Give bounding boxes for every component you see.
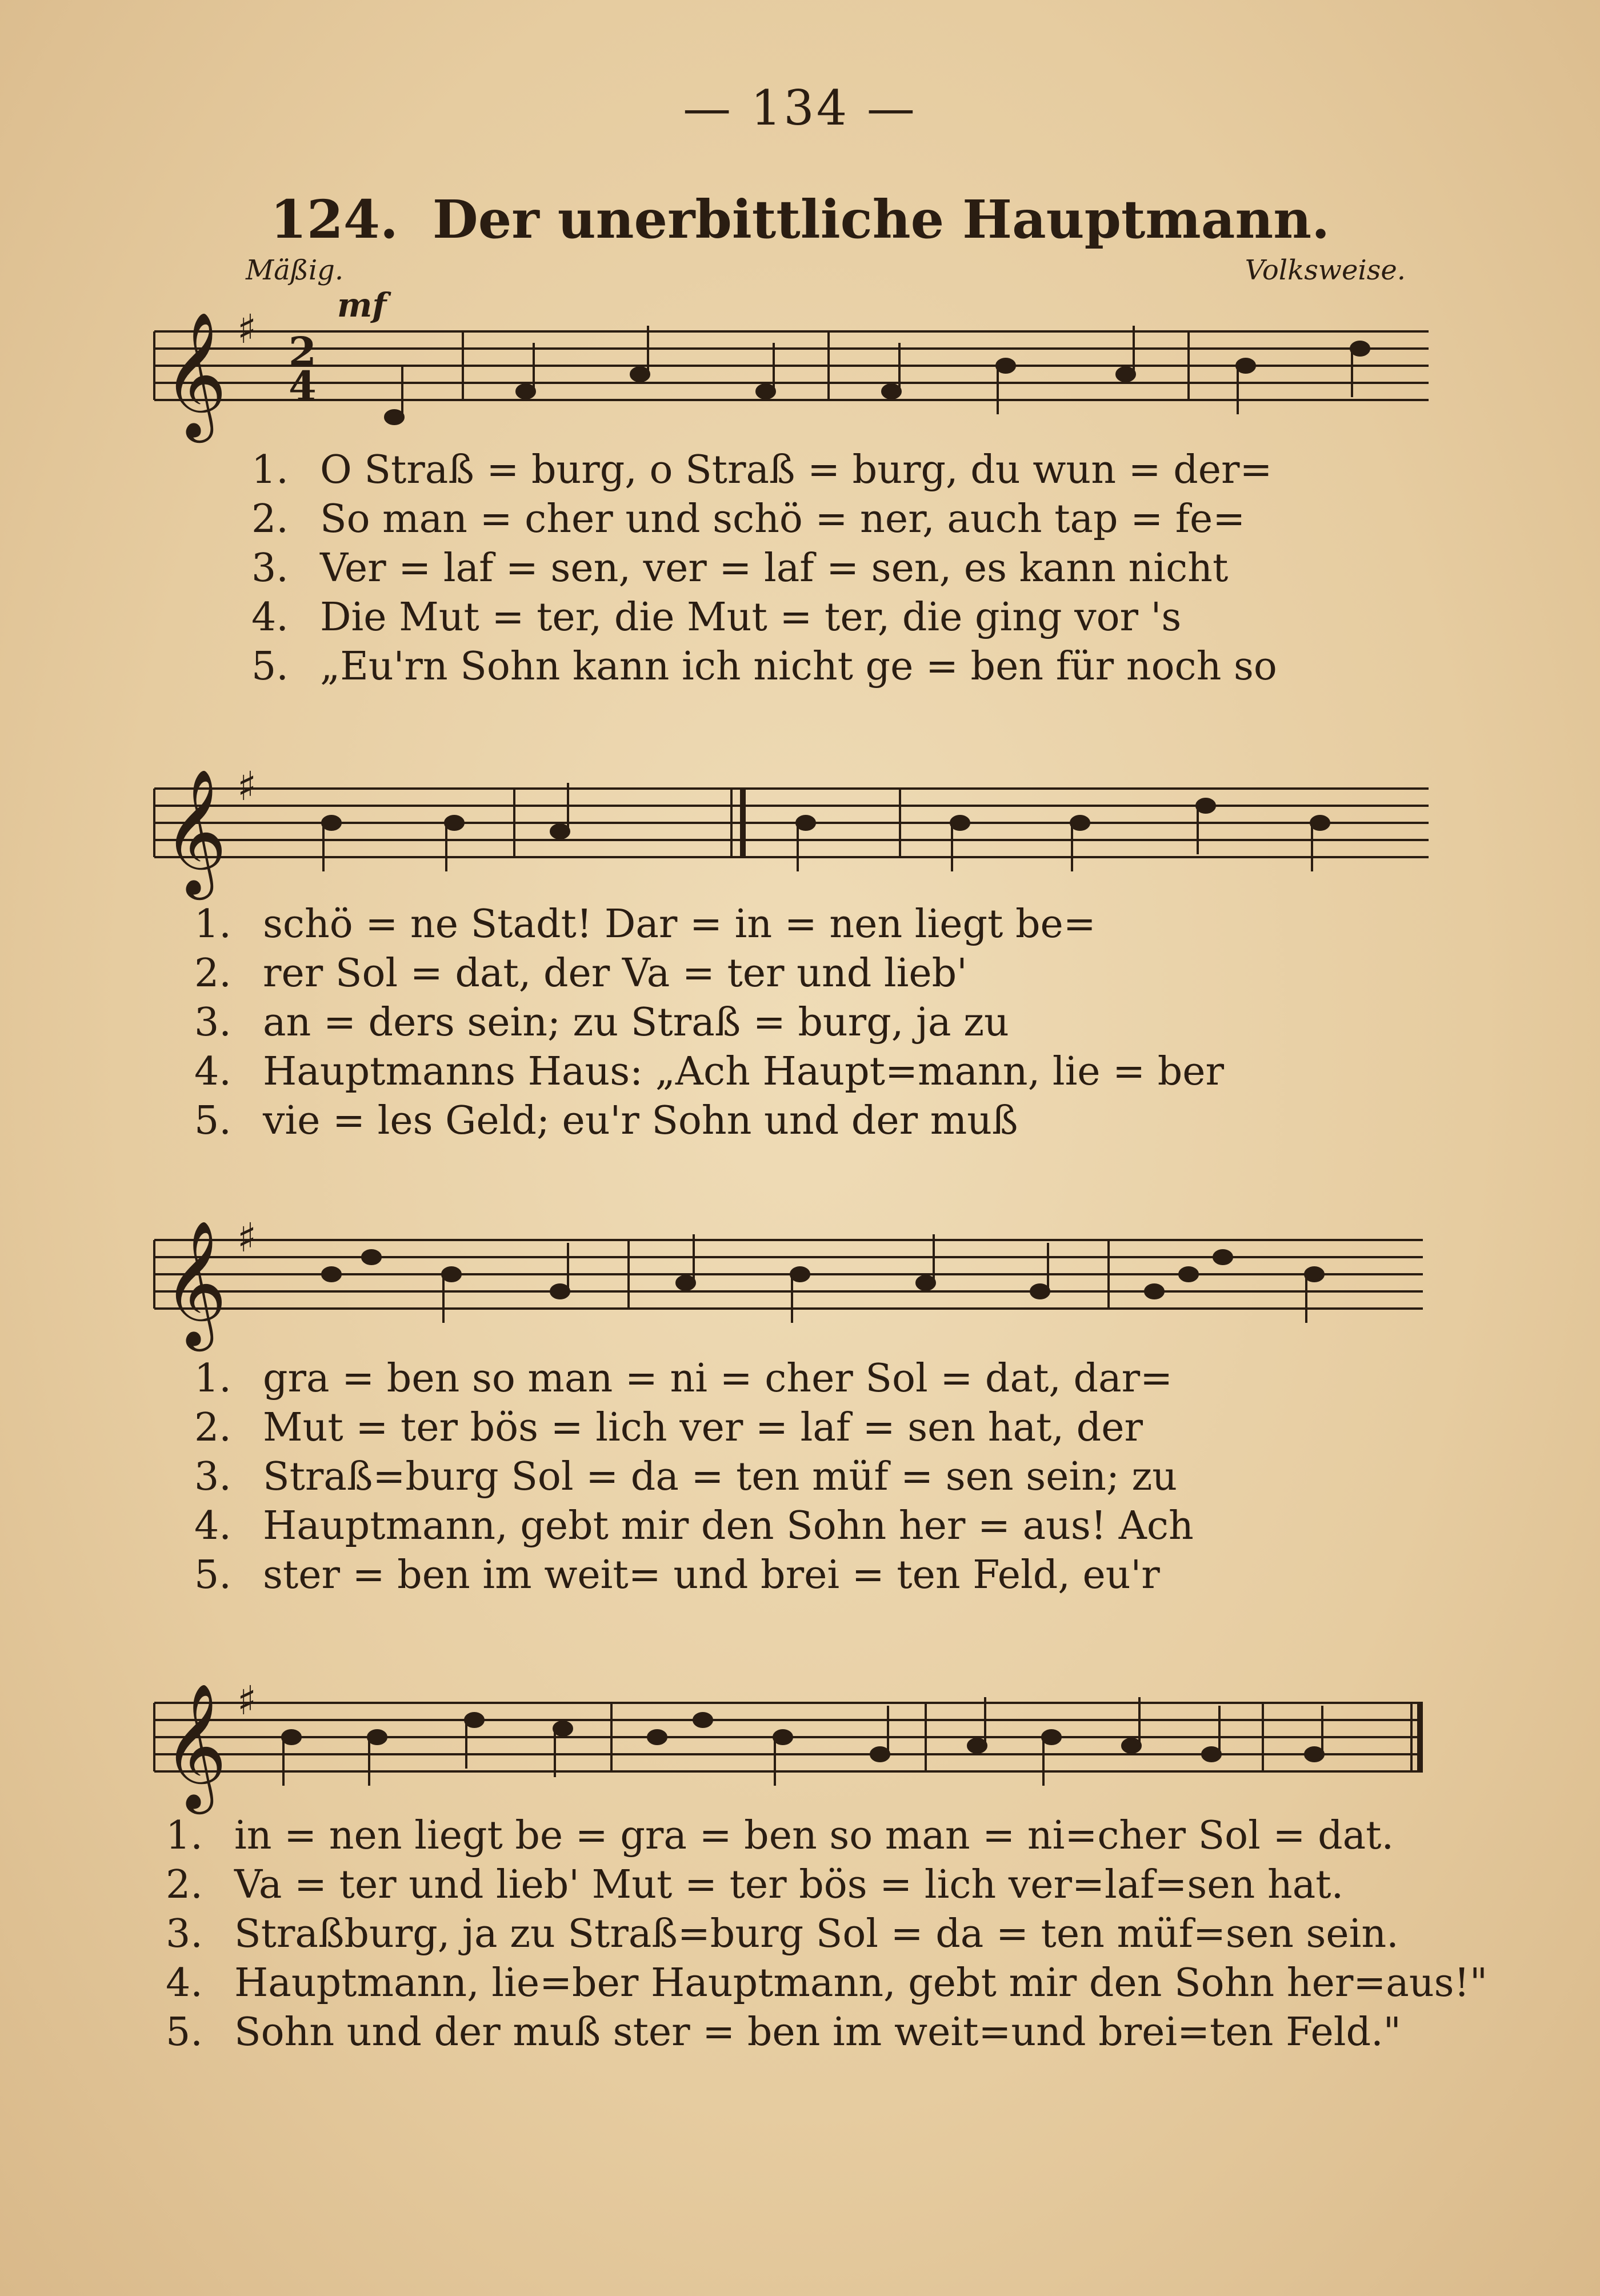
treble-clef-icon: 𝄞 (163, 1219, 227, 1346)
verse-number: 5. (194, 1553, 231, 1598)
lyric-line (194, 1551, 1194, 1600)
svg-text:♯: ♯ (237, 1214, 257, 1261)
lyric-line (194, 949, 1224, 998)
lyric-text: Straß=burg Sol = da = ten müf = sen sein; zu (263, 1454, 1178, 1499)
lyric-line (251, 446, 1277, 495)
verse-number: 4. (166, 1961, 203, 2006)
lyric-text: vie = les Geld; eu'r Sohn und der muß (263, 1098, 1018, 1143)
song-number: 124. (270, 189, 398, 250)
verse-number: 5. (166, 2010, 203, 2055)
verse-number: 1. (251, 447, 289, 493)
treble-clef-icon: 𝄞 (163, 768, 227, 894)
lyric-text: ster = ben im weit= und brei = ten Feld, eu'r (263, 1553, 1160, 1598)
lyric-text: Hauptmann, gebt mir den Sohn her = aus! Ach (263, 1503, 1194, 1549)
lyric-line (166, 1811, 1487, 1861)
lyrics-block-4 (166, 1811, 1487, 2057)
lyric-line (194, 1502, 1194, 1551)
lyric-line (166, 1910, 1487, 1959)
lyric-text: an = ders sein; zu Straß = burg, ja zu (263, 1000, 1009, 1045)
lyric-text: Die Mut = ter, die Mut = ter, die ging vor 's (320, 595, 1182, 640)
lyrics-block-3 (194, 1354, 1194, 1600)
lyric-line (251, 642, 1277, 691)
lyric-text: Va = ter und lieb' Mut = ter bös = lich ver=laf=sen hat. (234, 1862, 1344, 1907)
svg-text:♯: ♯ (237, 306, 257, 353)
verse-number: 2. (194, 1405, 231, 1450)
lyric-line (251, 495, 1277, 544)
lyric-line (194, 900, 1224, 949)
lyric-text: Straßburg, ja zu Straß=burg Sol = da = ten müf=sen sein. (234, 1911, 1399, 1957)
lyric-text: Mut = ter bös = lich ver = laf = sen hat, der (263, 1405, 1143, 1450)
lyric-line (166, 2008, 1487, 2057)
verse-number: 5. (251, 644, 289, 689)
lyrics-block-2 (194, 900, 1224, 1146)
verse-number: 3. (251, 546, 289, 591)
lyric-text: Hauptmann, lie=ber Hauptmann, gebt mir den Sohn her=aus!" (234, 1961, 1488, 2006)
verse-number: 1. (194, 902, 231, 947)
lyric-text: So man = cher und schö = ner, auch tap = fe= (320, 497, 1246, 542)
lyric-text: Hauptmanns Haus: „Ach Haupt=mann, lie = ber (263, 1049, 1225, 1094)
time-signature-top: 2 (289, 328, 317, 375)
svg-text:♯: ♯ (237, 1677, 257, 1724)
verse-number: 1. (194, 1356, 231, 1401)
verse-number: 3. (166, 1911, 203, 1957)
lyric-line (251, 544, 1277, 593)
song-title: Der unerbittliche Hauptmann. (432, 189, 1330, 250)
lyric-text: rer Sol = dat, der Va = ter und lieb' (263, 951, 967, 996)
page-number: — 134 — (683, 80, 917, 136)
lyric-line (166, 1861, 1487, 1910)
lyric-line (194, 998, 1224, 1047)
lyric-line (194, 1097, 1224, 1146)
tempo-marking: Mäßig. (246, 254, 344, 286)
lyric-text: in = nen liegt be = gra = ben so man = ni=cher Sol = dat. (234, 1813, 1394, 1858)
lyric-line (194, 1354, 1194, 1403)
lyric-line (194, 1403, 1194, 1453)
verse-number: 4. (194, 1503, 231, 1549)
treble-clef-icon: 𝄞 (163, 1682, 227, 1809)
lyric-line (194, 1047, 1224, 1097)
lyric-text: gra = ben so man = ni = cher Sol = dat, dar= (263, 1356, 1173, 1401)
verse-number: 4. (251, 595, 289, 640)
verse-number: 5. (194, 1098, 231, 1143)
verse-number: 3. (194, 1000, 231, 1045)
lyric-text: Ver = laf = sen, ver = laf = sen, es kann nicht (320, 546, 1229, 591)
time-signature-bottom: 4 (289, 362, 317, 410)
dynamic-marking: mf (337, 286, 387, 325)
lyric-text: O Straß = burg, o Straß = burg, du wun = der= (320, 447, 1273, 493)
lyric-line (194, 1453, 1194, 1502)
verse-number: 2. (166, 1862, 203, 1907)
verse-number: 4. (194, 1049, 231, 1094)
lyrics-block-1 (251, 446, 1277, 691)
lyric-text: Sohn und der muß ster = ben im weit=und brei=ten Feld." (234, 2010, 1401, 2055)
lyric-line (251, 593, 1277, 642)
lyric-text: schö = ne Stadt! Dar = in = nen liegt be= (263, 902, 1096, 947)
verse-number: 2. (194, 951, 231, 996)
verse-number: 1. (166, 1813, 203, 1858)
verse-number: 3. (194, 1454, 231, 1499)
composer-credit: Volksweise. (1245, 254, 1406, 286)
svg-text:♯: ♯ (237, 763, 257, 810)
lyric-line (166, 1959, 1487, 2008)
song-header (0, 189, 1600, 250)
verse-number: 2. (251, 497, 289, 542)
lyric-text: „Eu'rn Sohn kann ich nicht ge = ben für noch so (320, 644, 1277, 689)
treble-clef-icon: 𝄞 (163, 311, 227, 437)
